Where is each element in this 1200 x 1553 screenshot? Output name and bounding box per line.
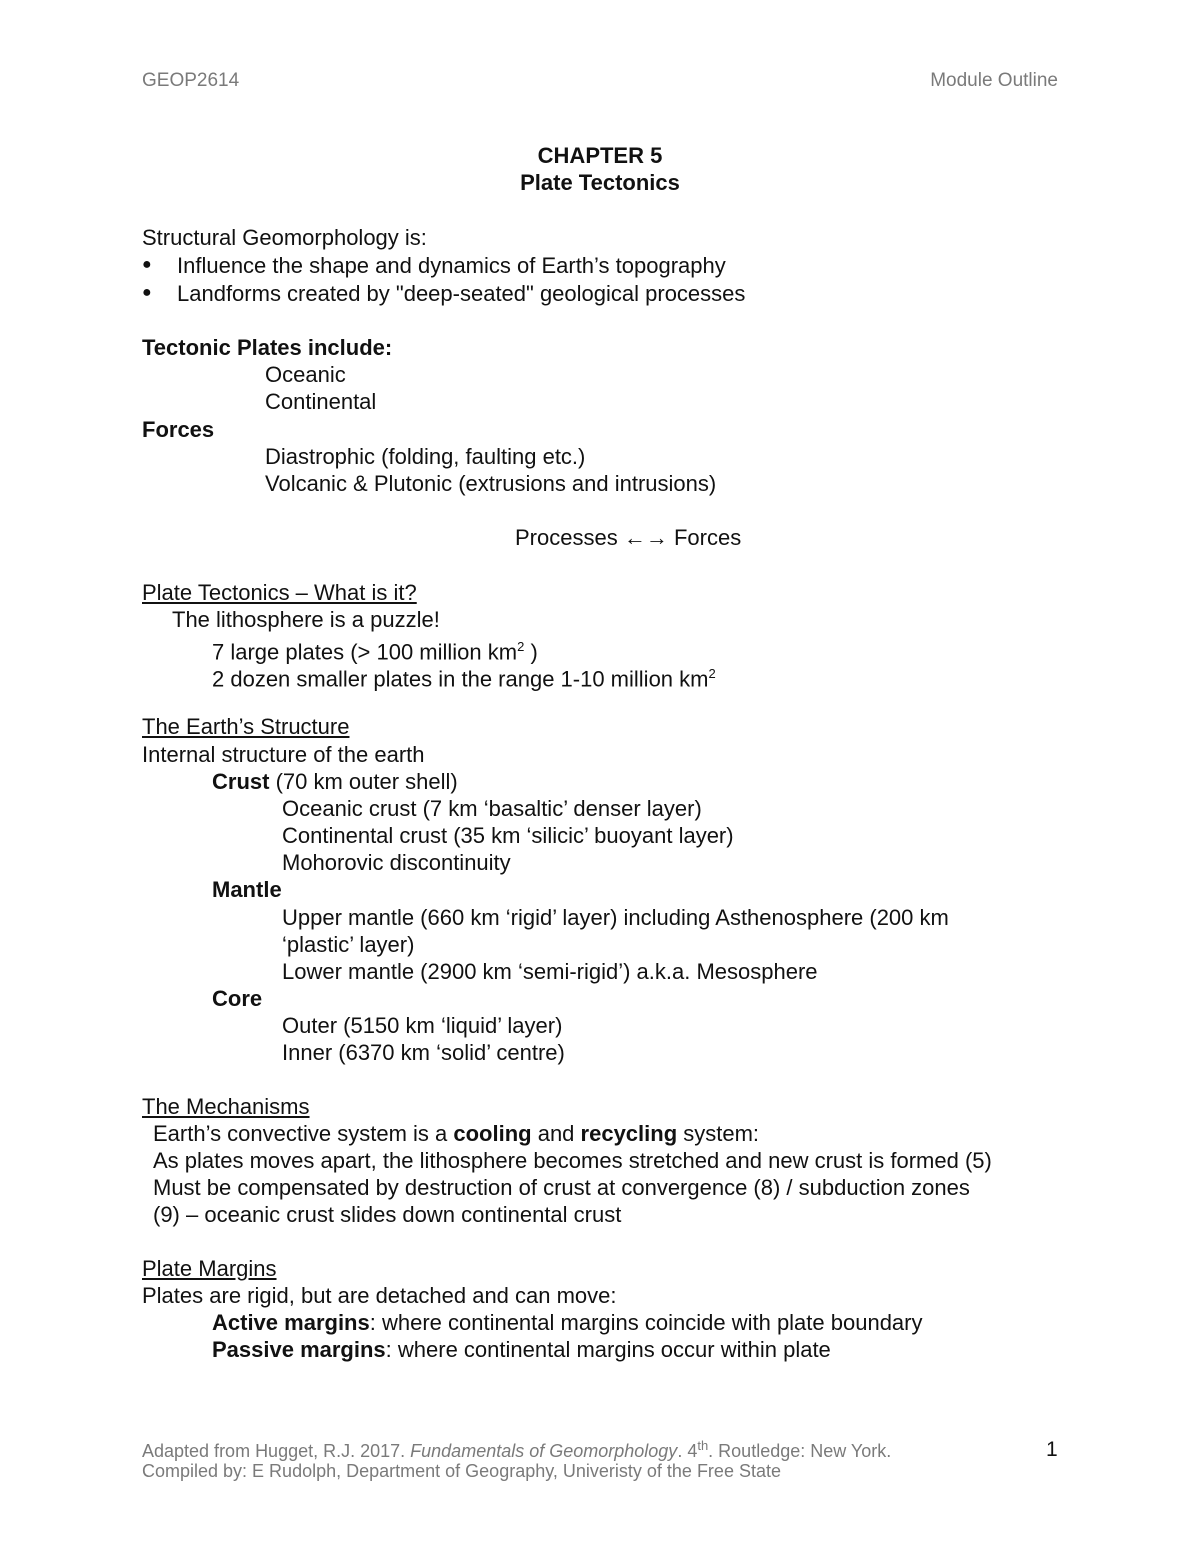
mechanisms-line-1: Earth’s convective system is a cooling and recycling system:: [153, 1121, 760, 1146]
mechanisms-heading: The Mechanisms: [142, 1094, 310, 1119]
crust-item-moho: Mohorovic discontinuity: [282, 850, 511, 875]
forces-heading: Forces: [142, 417, 215, 442]
mantle-item-upper: Upper mantle (660 km ‘rigid’ layer) including Asthenosphere (200 km: [282, 905, 949, 930]
structural-bullet-1: Influence the shape and dynamics of Earth’s topography: [177, 253, 726, 278]
mantle-item-lower: Lower mantle (2900 km ‘semi-rigid’) a.k.a. Mesosphere: [282, 959, 818, 984]
forces-item-volcanic: Volcanic & Plutonic (extrusions and intrusions): [265, 471, 717, 496]
smaller-plates-line: 2 dozen smaller plates in the range 1-10 million $km^2$: [212, 666, 716, 692]
footer-compiled-by: Compiled by: E Rudolph, Department of Geography, Univeristy of the Free State: [142, 1461, 781, 1481]
crust-item-continental: Continental crust (35 km ‘silicic’ buoyant layer): [282, 823, 734, 848]
structural-bullet-2: Landforms created by "deep-seated" geological processes: [177, 281, 746, 306]
lithosphere-puzzle: The lithosphere is a puzzle!: [172, 607, 440, 632]
header-course-code: GEOP2614: [142, 70, 240, 91]
chapter-number: CHAPTER 5: [537, 143, 663, 168]
passive-margins-line: Passive margins: where continental margins occur within plate: [212, 1337, 831, 1362]
structure-intro: Internal structure of the earth: [142, 742, 425, 767]
crust-line: Crust (70 km outer shell): [212, 769, 458, 794]
mechanisms-line-3: Must be compensated by destruction of crust at convergence (8) / subduction zones: [153, 1175, 970, 1200]
mechanisms-line-2: As plates moves apart, the lithosphere becomes stretched and new crust is formed (5): [153, 1148, 992, 1173]
mechanisms-line-4: (9) – oceanic crust slides down continental crust: [153, 1202, 622, 1227]
plates-item-continental: Continental: [265, 389, 377, 414]
active-margins-line: Active margins: where continental margins coincide with plate boundary: [212, 1310, 923, 1335]
structure-heading: The Earth’s Structure: [142, 714, 350, 739]
core-item-inner: Inner (6370 km ‘solid’ centre): [282, 1040, 565, 1065]
processes-forces-relation: [515, 524, 741, 551]
what-is-it-heading: Plate Tectonics – What is it?: [142, 580, 417, 605]
page-number: 1: [1046, 1438, 1058, 1461]
core-item-outer: Outer (5150 km ‘liquid’ layer): [282, 1013, 563, 1038]
header-doc-type: Module Outline: [930, 70, 1058, 91]
structural-intro: Structural Geomorphology is:: [142, 225, 427, 250]
mantle-item-upper-cont: ‘plastic’ layer): [282, 932, 415, 957]
chapter-title: Plate Tectonics: [520, 170, 680, 195]
forces-item-diastrophic: Diastrophic (folding, faulting etc.): [265, 444, 586, 469]
plates-item-oceanic: Oceanic: [265, 362, 346, 387]
core-label: Core: [212, 986, 263, 1011]
relation-right: Forces: [673, 525, 742, 550]
margins-heading: Plate Margins: [142, 1256, 277, 1281]
mantle-label: Mantle: [212, 877, 282, 902]
bullet-icon: ●: [142, 284, 152, 301]
crust-item-oceanic: Oceanic crust (7 km ‘basaltic’ denser layer): [282, 796, 702, 821]
plates-heading: Tectonic Plates include:: [142, 335, 393, 360]
double-arrow-icon: ←→: [623, 525, 668, 550]
large-plates-line: 7 large plates (> 100 million $km^2$ ): [212, 639, 538, 665]
bullet-icon: ●: [142, 256, 152, 273]
footer-citation: Adapted from Hugget, R.J. 2017. Fundamentals of Geomorphology. 4th. Routledge: New York.: [142, 1438, 892, 1461]
margins-intro: Plates are rigid, but are detached and can move:: [142, 1283, 617, 1308]
relation-left: Processes: [515, 525, 618, 550]
